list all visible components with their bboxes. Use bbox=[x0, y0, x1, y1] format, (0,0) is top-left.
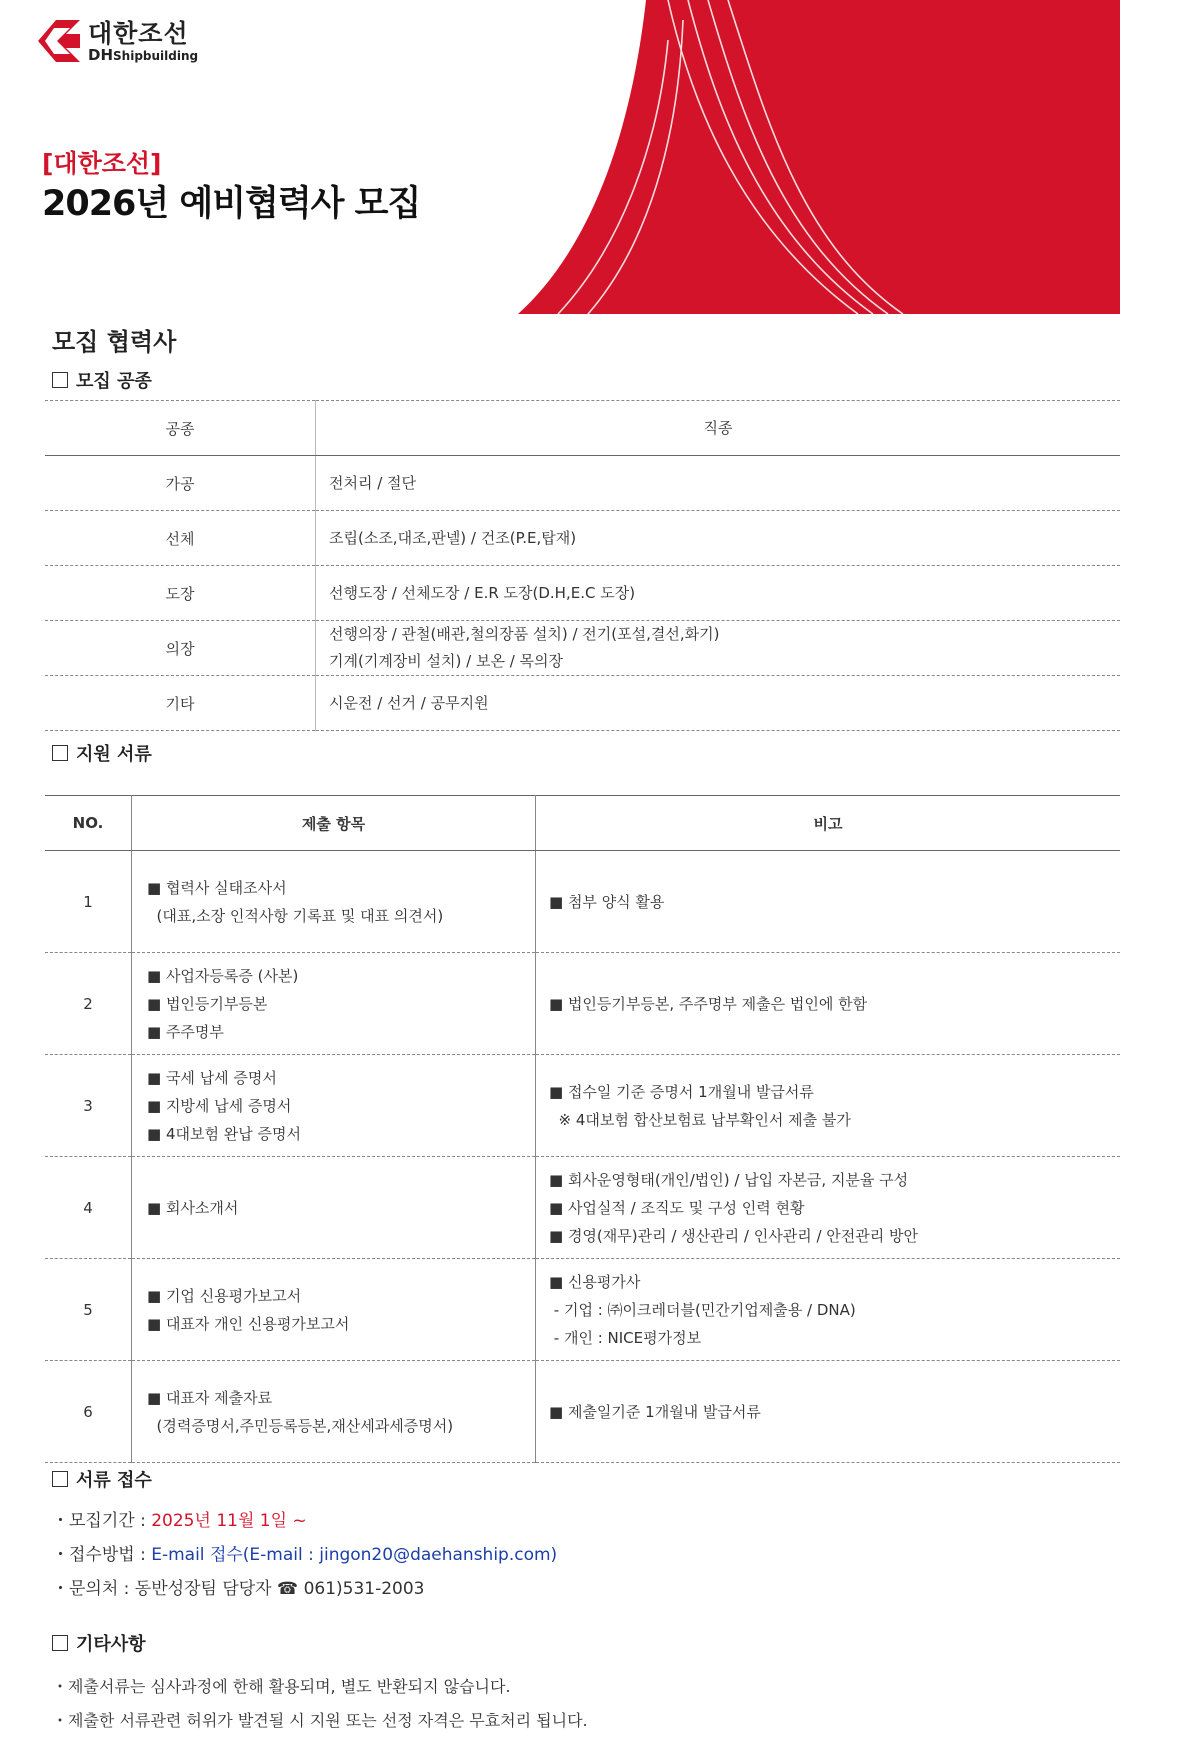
job-cell bbox=[316, 566, 1121, 621]
doc-item-cell bbox=[132, 1361, 536, 1463]
doc-no-cell: 1 bbox=[45, 851, 132, 953]
receipt-period: ・모집기간 : 2025년 11월 1일 ~ bbox=[52, 1511, 307, 1531]
logo-korean: 대한조선 bbox=[88, 18, 189, 48]
logo-english: DHShipbuilding bbox=[88, 45, 199, 64]
col-header-item: 제출 항목 bbox=[132, 796, 536, 851]
doc-item-line: ■ 법인등기부등본 bbox=[147, 994, 268, 1013]
documents-table bbox=[45, 795, 1120, 1463]
doc-item-line: ■ 주주명부 bbox=[147, 1022, 224, 1041]
trade-cell: 기타 bbox=[45, 676, 316, 731]
doc-no-cell: 4 bbox=[45, 1157, 132, 1259]
doc-note-line: - 기업 : ㈜이크레더블(민간기업제출용 / DNA) bbox=[549, 1300, 856, 1319]
dh-logo-icon bbox=[36, 18, 82, 64]
page-title: 2026년 예비협력사 모집 bbox=[42, 184, 421, 224]
doc-note-line: ※ 4대보험 합산보험료 납부확인서 제출 불가 bbox=[549, 1110, 851, 1129]
trades-heading: 모집 공종 bbox=[52, 367, 152, 393]
table-row bbox=[45, 851, 1120, 953]
table-row bbox=[45, 953, 1120, 1055]
doc-item-line: ■ 대표자 제출자료 bbox=[147, 1388, 273, 1407]
phone-icon: ☎ bbox=[276, 1579, 299, 1599]
job-cell bbox=[316, 676, 1121, 731]
company-logo bbox=[36, 16, 198, 66]
doc-item-line: (대표,소장 인적사항 기록표 및 대표 의견서) bbox=[147, 906, 444, 925]
receipt-method: ・접수방법 : E-mail 접수(E-mail : jingon20@daehanship.com) bbox=[52, 1545, 558, 1565]
doc-no-cell: 6 bbox=[45, 1361, 132, 1463]
table-row bbox=[45, 1157, 1120, 1259]
doc-note-line: ■ 경영(재무)관리 / 생산관리 / 인사관리 / 안전관리 방안 bbox=[549, 1226, 918, 1245]
table-row bbox=[45, 1259, 1120, 1361]
table-row bbox=[45, 456, 1120, 511]
checkbox-square-icon bbox=[52, 1635, 68, 1651]
col-header-note: 비고 bbox=[536, 796, 1121, 851]
checkbox-square-icon bbox=[52, 1471, 68, 1487]
job-cell bbox=[316, 511, 1121, 566]
doc-item-line: ■ 협력사 실태조사서 bbox=[147, 878, 287, 897]
doc-note-line: ■ 제출일기준 1개월내 발급서류 bbox=[549, 1402, 761, 1421]
checkbox-square-icon bbox=[52, 372, 68, 388]
job-line: 선행도장 / 선체도장 / E.R 도장(D.H,E.C 도장) bbox=[329, 583, 636, 602]
table-row bbox=[45, 676, 1120, 731]
hero-graphic bbox=[518, 0, 1120, 314]
job-line: 전처리 / 절단 bbox=[329, 473, 417, 492]
job-line: 조립(소조,대조,판넬) / 건조(P.E,탑재) bbox=[329, 528, 577, 547]
doc-item-cell bbox=[132, 1157, 536, 1259]
table-row bbox=[45, 1055, 1120, 1157]
col-header-no: NO. bbox=[45, 796, 132, 851]
job-line: 선행의장 / 관철(배관,철의장품 설치) / 전기(포설,결선,화기) bbox=[329, 625, 720, 643]
job-cell bbox=[316, 621, 1121, 676]
section-title: 모집 협력사 bbox=[52, 328, 177, 356]
doc-item-cell bbox=[132, 1055, 536, 1157]
doc-item-cell bbox=[132, 953, 536, 1055]
doc-item-line: ■ 국세 납세 증명서 bbox=[147, 1068, 277, 1087]
doc-item-line: ■ 회사소개서 bbox=[147, 1198, 239, 1217]
doc-item-cell bbox=[132, 1259, 536, 1361]
doc-note-cell bbox=[536, 1157, 1121, 1259]
col-header-trade: 공종 bbox=[45, 401, 316, 456]
doc-note-line: ■ 법인등기부등본, 주주명부 제출은 법인에 한함 bbox=[549, 994, 868, 1013]
contact-phone: 061)531-2003 bbox=[298, 1579, 425, 1599]
bracket-title: [대한조선] bbox=[42, 149, 162, 178]
doc-note-cell bbox=[536, 1055, 1121, 1157]
receipt-list bbox=[52, 1504, 557, 1606]
trade-cell: 선체 bbox=[45, 511, 316, 566]
doc-note-line: - 개인 : NICE평가정보 bbox=[549, 1328, 702, 1347]
doc-note-line: ■ 접수일 기준 증명서 1개월내 발급서류 bbox=[549, 1082, 814, 1101]
doc-note-cell bbox=[536, 851, 1121, 953]
notes-list bbox=[52, 1670, 588, 1738]
email-link[interactable]: E-mail 접수(E-mail : jingon20@daehanship.com) bbox=[151, 1545, 558, 1565]
doc-note-line: ■ 사업실적 / 조직도 및 구성 인력 현황 bbox=[549, 1198, 805, 1217]
note-item: ・제출한 서류관련 허위가 발견될 시 지원 또는 선정 자격은 무효처리 됩니다. bbox=[52, 1711, 588, 1730]
table-row bbox=[45, 566, 1120, 621]
doc-note-cell bbox=[536, 1361, 1121, 1463]
job-cell bbox=[316, 456, 1121, 511]
col-header-job: 직종 bbox=[316, 401, 1121, 456]
doc-note-line: ■ 첨부 양식 활용 bbox=[549, 892, 665, 911]
period-value: 2025년 11월 1일 ~ bbox=[151, 1511, 307, 1531]
doc-item-line: (경력증명서,주민등록등본,재산세과세증명서) bbox=[147, 1416, 454, 1435]
trade-cell: 가공 bbox=[45, 456, 316, 511]
doc-no-cell: 3 bbox=[45, 1055, 132, 1157]
doc-item-line: ■ 대표자 개인 신용평가보고서 bbox=[147, 1314, 350, 1333]
table-row bbox=[45, 1361, 1120, 1463]
note-item: ・제출서류는 심사과정에 한해 활용되며, 별도 반환되지 않습니다. bbox=[52, 1677, 511, 1696]
doc-no-cell: 5 bbox=[45, 1259, 132, 1361]
receipt-heading: 서류 접수 bbox=[52, 1466, 152, 1492]
doc-item-cell bbox=[132, 851, 536, 953]
documents-heading: 지원 서류 bbox=[52, 740, 152, 766]
checkbox-square-icon bbox=[52, 745, 68, 761]
job-line: 기계(기계장비 설치) / 보온 / 목의장 bbox=[329, 652, 564, 670]
doc-note-cell bbox=[536, 1259, 1121, 1361]
table-row bbox=[45, 621, 1120, 676]
receipt-contact: ・문의처 : 동반성장팀 담당자 ☎ 061)531-2003 bbox=[52, 1579, 425, 1599]
doc-no-cell: 2 bbox=[45, 953, 132, 1055]
doc-item-line: ■ 4대보험 완납 증명서 bbox=[147, 1124, 301, 1143]
table-row bbox=[45, 511, 1120, 566]
trade-cell: 도장 bbox=[45, 566, 316, 621]
trade-cell: 의장 bbox=[45, 621, 316, 676]
job-line: 시운전 / 선거 / 공무지원 bbox=[329, 693, 489, 712]
trades-table bbox=[45, 400, 1120, 731]
notes-heading: 기타사항 bbox=[52, 1630, 146, 1656]
doc-note-line: ■ 신용평가사 bbox=[549, 1272, 641, 1291]
doc-item-line: ■ 사업자등록증 (사본) bbox=[147, 966, 299, 985]
doc-item-line: ■ 지방세 납세 증명서 bbox=[147, 1096, 292, 1115]
doc-item-line: ■ 기업 신용평가보고서 bbox=[147, 1286, 302, 1305]
doc-note-line: ■ 회사운영형태(개인/법인) / 납입 자본금, 지분율 구성 bbox=[549, 1170, 909, 1189]
doc-note-cell bbox=[536, 953, 1121, 1055]
